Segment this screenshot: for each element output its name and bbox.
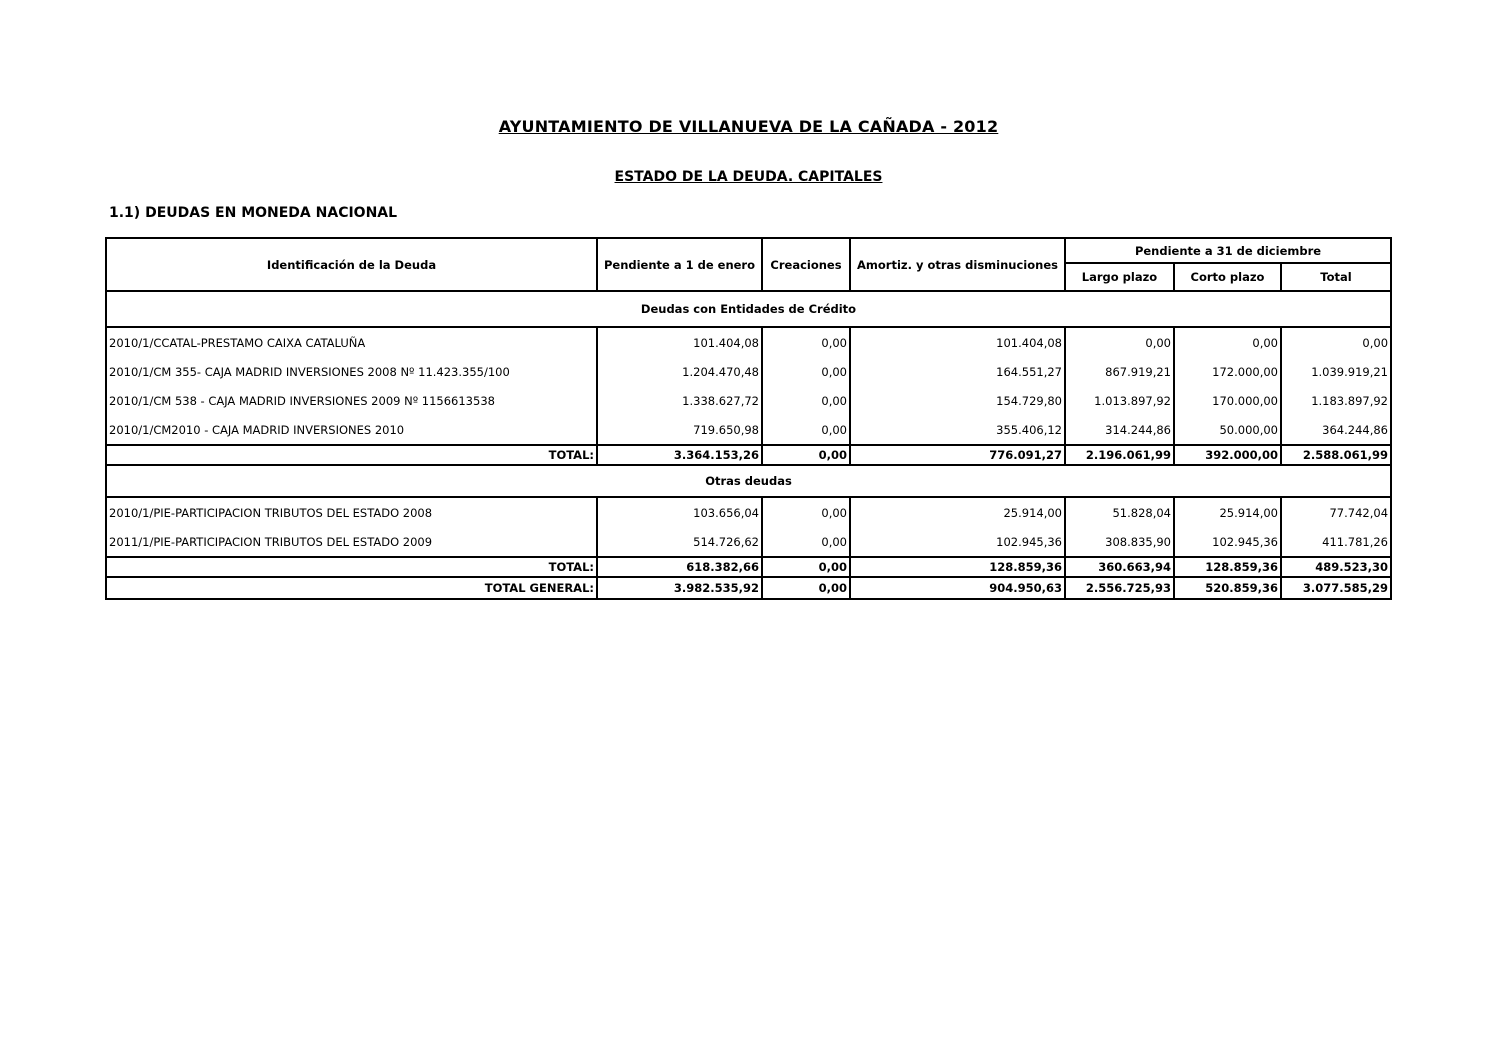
page-title: AYUNTAMIENTO DE VILLANUEVA DE LA CAÑADA - 2012 — [498, 117, 999, 136]
cell-creaciones: 0,00 — [762, 497, 850, 527]
cell-creaciones: 0,00 — [762, 357, 850, 386]
table-row — [106, 357, 1391, 386]
cell-corto-plazo: 0,00 — [1174, 327, 1281, 357]
grand-total-amortizaciones: 904.950,63 — [850, 577, 1065, 599]
cell-total: 77.742,04 — [1281, 497, 1391, 527]
cell-pendiente-enero: 719.650,98 — [597, 415, 762, 445]
debt-identification: 2010/1/CM 538 - CAJA MADRID INVERSIONES 2009 Nº 1156613538 — [106, 386, 597, 415]
subtotal-total: 2.588.061,99 — [1281, 445, 1391, 465]
cell-creaciones: 0,00 — [762, 386, 850, 415]
cell-pendiente-enero: 1.204.470,48 — [597, 357, 762, 386]
cell-largo-plazo: 308.835,90 — [1065, 527, 1174, 557]
table-row — [106, 327, 1391, 357]
grand-total-total: 3.077.585,29 — [1281, 577, 1391, 599]
grand-total-label: TOTAL GENERAL: — [106, 577, 597, 599]
table-row — [106, 415, 1391, 445]
table-row — [106, 527, 1391, 557]
cell-total: 364.244,86 — [1281, 415, 1391, 445]
cell-corto-plazo: 25.914,00 — [1174, 497, 1281, 527]
grand-total-largo-plazo: 2.556.725,93 — [1065, 577, 1174, 599]
cell-largo-plazo: 0,00 — [1065, 327, 1174, 357]
cell-largo-plazo: 314.244,86 — [1065, 415, 1174, 445]
debt-identification: 2010/1/CM2010 - CAJA MADRID INVERSIONES 2010 — [106, 415, 597, 445]
subtotal-corto-plazo: 128.859,36 — [1174, 557, 1281, 577]
header-creaciones: Creaciones — [762, 238, 850, 291]
subtotal-pendiente-enero: 3.364.153,26 — [597, 445, 762, 465]
header-pendiente-enero: Pendiente a 1 de enero — [597, 238, 762, 291]
debt-identification: 2010/1/CCATAL-PRESTAMO CAIXA CATALUÑA — [106, 327, 597, 357]
header-total: Total — [1281, 263, 1391, 291]
cell-corto-plazo: 172.000,00 — [1174, 357, 1281, 386]
header-largo-plazo: Largo plazo — [1065, 263, 1174, 291]
subtotal-corto-plazo: 392.000,00 — [1174, 445, 1281, 465]
subtotal-creaciones: 0,00 — [762, 445, 850, 465]
subtotal-amortizaciones: 128.859,36 — [850, 557, 1065, 577]
debt-identification: 2011/1/PIE-PARTICIPACION TRIBUTOS DEL ESTADO 2009 — [106, 527, 597, 557]
table-row — [106, 497, 1391, 527]
table-row — [106, 386, 1391, 415]
cell-amortizaciones: 102.945,36 — [850, 527, 1065, 557]
subtotal-row — [106, 445, 1391, 465]
cell-amortizaciones: 164.551,27 — [850, 357, 1065, 386]
cell-pendiente-enero: 514.726,62 — [597, 527, 762, 557]
cell-total: 1.039.919,21 — [1281, 357, 1391, 386]
cell-pendiente-enero: 101.404,08 — [597, 327, 762, 357]
subtotal-pendiente-enero: 618.382,66 — [597, 557, 762, 577]
cell-total: 0,00 — [1281, 327, 1391, 357]
header-pendiente-diciembre: Pendiente a 31 de diciembre — [1065, 238, 1391, 263]
cell-amortizaciones: 154.729,80 — [850, 386, 1065, 415]
cell-corto-plazo: 170.000,00 — [1174, 386, 1281, 415]
cell-total: 1.183.897,92 — [1281, 386, 1391, 415]
header-corto-plazo: Corto plazo — [1174, 263, 1281, 291]
debt-identification: 2010/1/CM 355- CAJA MADRID INVERSIONES 2008 Nº 11.423.355/100 — [106, 357, 597, 386]
grand-total-row — [106, 577, 1391, 599]
cell-amortizaciones: 355.406,12 — [850, 415, 1065, 445]
subtotal-largo-plazo: 360.663,94 — [1065, 557, 1174, 577]
subtotal-total: 489.523,30 — [1281, 557, 1391, 577]
page-subtitle: ESTADO DE LA DEUDA. CAPITALES — [614, 169, 883, 185]
cell-largo-plazo: 51.828,04 — [1065, 497, 1174, 527]
section-heading: 1.1) DEUDAS EN MONEDA NACIONAL — [109, 205, 398, 221]
grand-total-pendiente-enero: 3.982.535,92 — [597, 577, 762, 599]
cell-creaciones: 0,00 — [762, 327, 850, 357]
subtotal-row — [106, 557, 1391, 577]
cell-creaciones: 0,00 — [762, 527, 850, 557]
cell-pendiente-enero: 103.656,04 — [597, 497, 762, 527]
cell-creaciones: 0,00 — [762, 415, 850, 445]
subtotal-label: TOTAL: — [106, 557, 597, 577]
debt-identification: 2010/1/PIE-PARTICIPACION TRIBUTOS DEL ESTADO 2008 — [106, 497, 597, 527]
debt-table — [105, 237, 1392, 600]
subtotal-amortizaciones: 776.091,27 — [850, 445, 1065, 465]
header-amortizaciones: Amortiz. y otras disminuciones — [850, 238, 1065, 291]
grand-total-creaciones: 0,00 — [762, 577, 850, 599]
cell-amortizaciones: 25.914,00 — [850, 497, 1065, 527]
subtotal-creaciones: 0,00 — [762, 557, 850, 577]
cell-largo-plazo: 1.013.897,92 — [1065, 386, 1174, 415]
group-heading: Deudas con Entidades de Crédito — [106, 291, 1391, 327]
cell-corto-plazo: 102.945,36 — [1174, 527, 1281, 557]
cell-total: 411.781,26 — [1281, 527, 1391, 557]
header-identificacion: Identificación de la Deuda — [106, 238, 597, 291]
cell-amortizaciones: 101.404,08 — [850, 327, 1065, 357]
group-heading: Otras deudas — [106, 465, 1391, 497]
grand-total-corto-plazo: 520.859,36 — [1174, 577, 1281, 599]
cell-corto-plazo: 50.000,00 — [1174, 415, 1281, 445]
subtotal-largo-plazo: 2.196.061,99 — [1065, 445, 1174, 465]
cell-pendiente-enero: 1.338.627,72 — [597, 386, 762, 415]
subtotal-label: TOTAL: — [106, 445, 597, 465]
cell-largo-plazo: 867.919,21 — [1065, 357, 1174, 386]
